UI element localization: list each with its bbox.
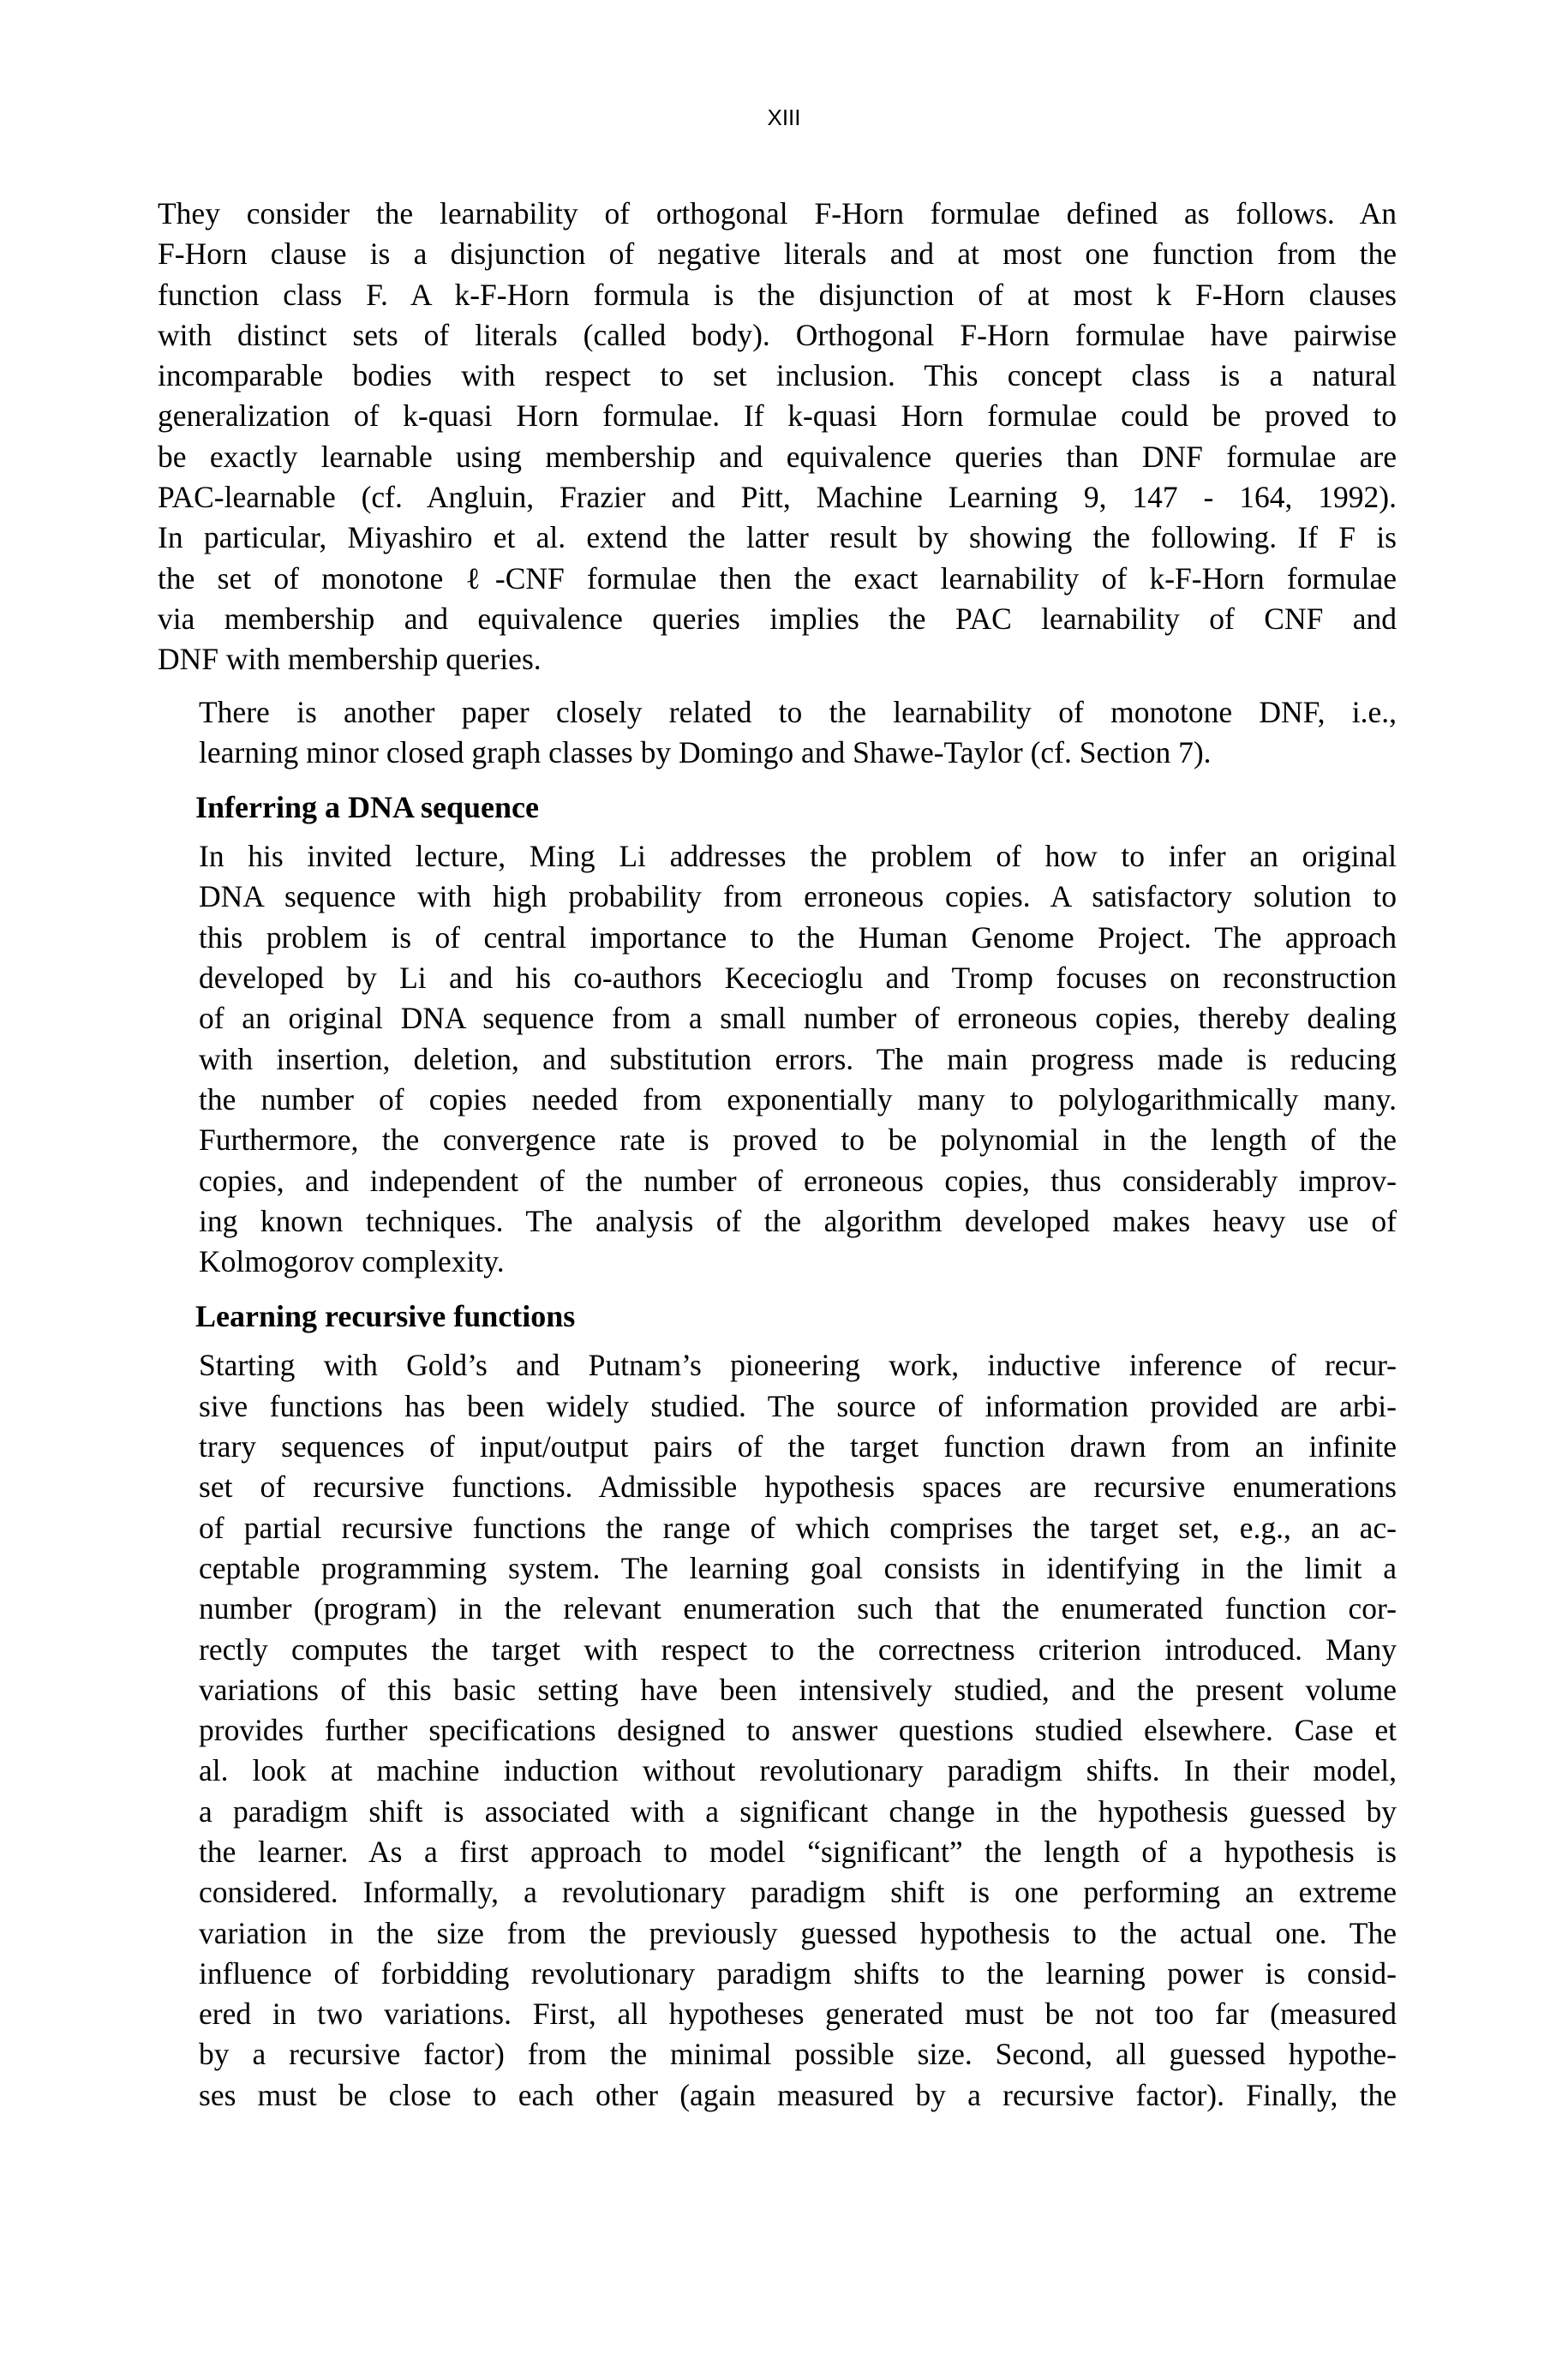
text-line: Starting with Gold’s and Putnam’s pioneering work, inductive inference of recur-	[199, 1348, 1397, 1383]
text-line: this problem is of central importance to the Human Genome Project. The approach	[199, 919, 1397, 955]
text-line: ing known techniques. The analysis of the algorithm developed makes heavy use of	[199, 1203, 1397, 1238]
page-number: XIII	[767, 105, 801, 130]
text-line: of an original DNA sequence from a small number of erroneous copies, thereby dealing	[199, 1001, 1397, 1036]
text-line: DNF with membership queries.	[158, 642, 542, 677]
paragraph-minor-closed-graph	[158, 692, 1397, 774]
text-line: the number of copies needed from exponentially many to polylogarithmically many.	[199, 1081, 1397, 1117]
text-line: learning minor closed graph classes by Domingo and Shawe-Taylor (cf. Section 7).	[199, 734, 1212, 769]
section-intro	[158, 194, 1397, 773]
text-line: provides further specifications designed to answer questions studied elsewhere. Case et	[199, 1713, 1397, 1748]
text-line: with distinct sets of literals (called body). Orthogonal F-Horn formulae have pairwise	[158, 317, 1397, 352]
text-line: number (program) in the relevant enumeration such that the enumerated function cor-	[199, 1591, 1397, 1626]
text-line: with insertion, deletion, and substitution errors. The main progress made is reducing	[199, 1041, 1397, 1076]
paragraph-dna-sequence	[158, 836, 1397, 1282]
text-line: set of recursive functions. Admissible hypothesis spaces are recursive enumerations	[199, 1470, 1397, 1505]
section-heading: Inferring a DNA sequence	[195, 790, 539, 825]
text-line: trary sequences of input/output pairs of the target function drawn from an infinite	[199, 1429, 1397, 1464]
text-line: via membership and equivalence queries implies the PAC learnability of CNF and	[158, 601, 1397, 636]
text-line: variation in the size from the previously guessed hypothesis to the actual one. The	[199, 1915, 1397, 1950]
text-line: the learner. As a first approach to model “significant” the length of a hypothesis is	[199, 1834, 1397, 1869]
text-line: Kolmogorov complexity.	[199, 1244, 505, 1279]
text-line: DNA sequence with high probability from erroneous copies. A satisfactory solution to	[199, 879, 1397, 914]
text-line: by a recursive factor) from the minimal possible size. Second, all guessed hypothe-	[199, 2037, 1397, 2072]
text-line: sive functions has been widely studied. The source of information provided are arbi-	[199, 1388, 1397, 1423]
paragraph-orthogonal-f-horn	[158, 194, 1397, 680]
text-line: ceptable programming system. The learning goal consists in identifying in the limit a	[199, 1550, 1397, 1585]
text-line: PAC-learnable (cf. Angluin, Frazier and Pitt, Machine Learning 9, 147 - 164, 1992).	[158, 480, 1397, 515]
text-line: influence of forbidding revolutionary paradigm shifts to the learning power is consid-	[199, 1955, 1397, 1991]
text-line: rectly computes the target with respect to the correctness criterion introduced. Many	[199, 1632, 1397, 1667]
text-line: al. look at machine induction without revolutionary paradigm shifts. In their model,	[199, 1753, 1397, 1788]
text-line: They consider the learnability of orthogonal F-Horn formulae defined as follows. An	[158, 196, 1397, 231]
text-line: ered in two variations. First, all hypotheses generated must be not too far (measured	[199, 1997, 1397, 2032]
text-line: Furthermore, the convergence rate is proved to be polynomial in the length of the	[199, 1123, 1397, 1158]
text-line: incomparable bodies with respect to set inclusion. This concept class is a natural	[158, 358, 1397, 393]
text-line: considered. Informally, a revolutionary paradigm shift is one performing an extreme	[199, 1875, 1397, 1910]
text-line: a paradigm shift is associated with a significant change in the hypothesis guessed by	[199, 1793, 1397, 1829]
text-line: In particular, Miyashiro et al. extend the latter result by showing the following. If F is	[158, 520, 1397, 555]
text-line: developed by Li and his co-authors Kececioglu and Tromp focuses on reconstruction	[199, 961, 1397, 996]
text-line: be exactly learnable using membership and equivalence queries than DNF formulae are	[158, 439, 1397, 474]
text-line: of partial recursive functions the range of which comprises the target set, e.g., an ac-	[199, 1510, 1397, 1545]
text-line: variations of this basic setting have been intensively studied, and the present volume	[199, 1672, 1397, 1707]
text-line: the set of monotone ℓ-CNF formulae then the exact learnability of k-F-Horn formulae	[158, 560, 1397, 596]
section-inferring-dna	[158, 787, 1397, 1282]
text-line: There is another paper closely related to the learnability of monotone DNF, i.e.,	[199, 694, 1397, 729]
text-line: In his invited lecture, Ming Li addresses the problem of how to infer an original	[199, 839, 1397, 874]
text-line: function class F. A k-F-Horn formula is the disjunction of at most k F-Horn clauses	[158, 277, 1397, 312]
text-line: ses must be close to each other (again measured by a recursive factor). Finally, the	[199, 2077, 1397, 2112]
paragraph-recursive-functions	[158, 1345, 1397, 2116]
document-body	[158, 194, 1397, 2116]
text-line: generalization of k-quasi Horn formulae. If k-quasi Horn formulae could be proved to	[158, 398, 1397, 434]
text-line: copies, and independent of the number of erroneous copies, thus considerably improv-	[199, 1163, 1397, 1198]
section-learning-recursive-functions	[158, 1296, 1397, 2116]
text-line: F-Horn clause is a disjunction of negative literals and at most one function from the	[158, 236, 1397, 272]
section-heading: Learning recursive functions	[195, 1299, 576, 1334]
